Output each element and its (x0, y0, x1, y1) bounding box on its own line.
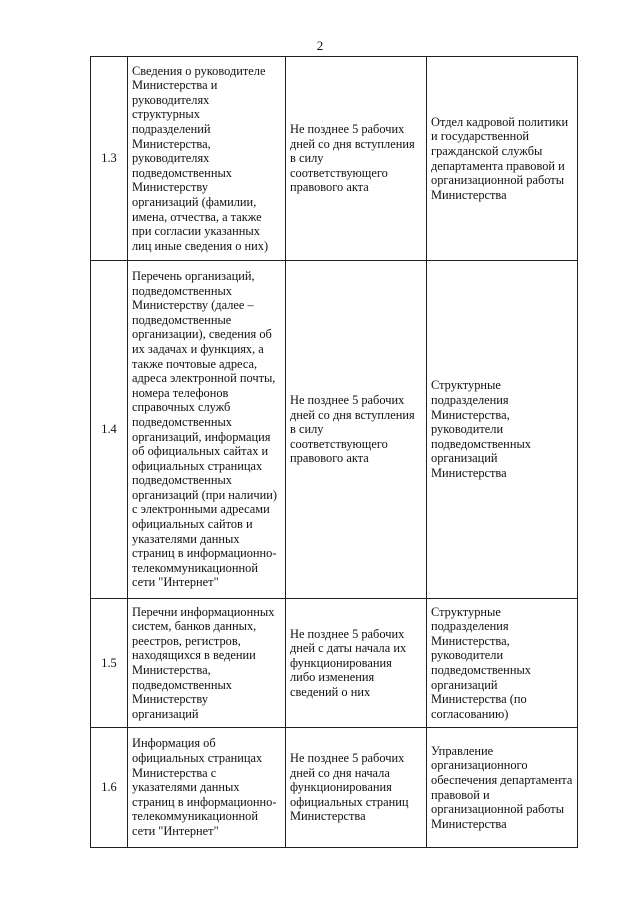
responsible-text: Отдел кадровой политики и государственной гражданской службы департамента правовой и организационной работы Министерства (431, 114, 569, 202)
deadline-text: Не позднее 5 рабочих дней с даты начала их функционирования либо изменения сведений о них (290, 626, 407, 699)
deadline-cell (286, 261, 427, 599)
row-number: 1.4 (101, 422, 117, 437)
table-row (91, 728, 578, 848)
row-number-cell (91, 261, 128, 599)
table-row (91, 599, 578, 728)
deadline-text: Не позднее 5 рабочих дней со дня начала функционирования официальных страниц Министерства (290, 751, 409, 824)
deadline-text: Не позднее 5 рабочих дней со дня вступления в силу соответствующего правового акта (290, 122, 415, 195)
responsible-text: Управление организационного обеспечения департамента правовой и организационной работы Министерства (431, 743, 573, 831)
responsible-text: Структурные подразделения Министерства, руководители подведомственных организаций Министерства (по согласованию) (431, 604, 531, 721)
responsible-text: Структурные подразделения Министерства, руководители подведомственных организаций Министерства (431, 378, 531, 480)
table-row (91, 261, 578, 599)
row-number: 1.5 (101, 655, 117, 670)
info-cell (128, 261, 286, 599)
row-number: 1.3 (101, 151, 117, 166)
row-number-cell (91, 57, 128, 261)
info-text: Сведения о руководителе Министерства и руководителях структурных подразделений Министерства, руководителях подведомственных Министерству организаций (фамилии, имена, отчества, а также при согласии указанных лиц иные сведения о них) (132, 63, 269, 253)
table-row (91, 57, 578, 261)
deadline-text: Не позднее 5 рабочих дней со дня вступления в силу соответствующего правового акта (290, 393, 415, 466)
responsible-cell (427, 57, 578, 261)
responsible-cell (427, 599, 578, 728)
information-table (90, 56, 578, 848)
page-number: 2 (316, 38, 324, 53)
row-number-cell (91, 599, 128, 728)
deadline-cell (286, 728, 427, 848)
row-number-cell (91, 728, 128, 848)
info-cell (128, 728, 286, 848)
info-cell (128, 599, 286, 728)
info-text: Перечни информационных систем, банков данных, реестров, регистров, находящихся в ведении Министерства, подведомственных Министерству организаций (132, 604, 275, 721)
info-cell (128, 57, 286, 261)
row-number: 1.6 (101, 780, 117, 795)
info-text: Перечень организаций, подведомственных Министерству (далее – подведомственные организации), сведения об их задачах и функциях, а также почтовые адреса, адреса электронной почты, номера телефонов справочных служб подведомственных организаций, информация об официальных сайтах и официальных страницах подведомственных организаций (при наличии) с электронными адресами официальных сайтов и указателями данных страниц в информационно- телекоммуникационной сети "Интернет" (132, 268, 277, 590)
deadline-cell (286, 599, 427, 728)
deadline-cell (286, 57, 427, 261)
responsible-cell (427, 261, 578, 599)
responsible-cell (427, 728, 578, 848)
info-text: Информация об официальных страницах Министерства с указателями данных страниц в информационно- телекоммуникационной сети "Интернет" (132, 736, 277, 838)
